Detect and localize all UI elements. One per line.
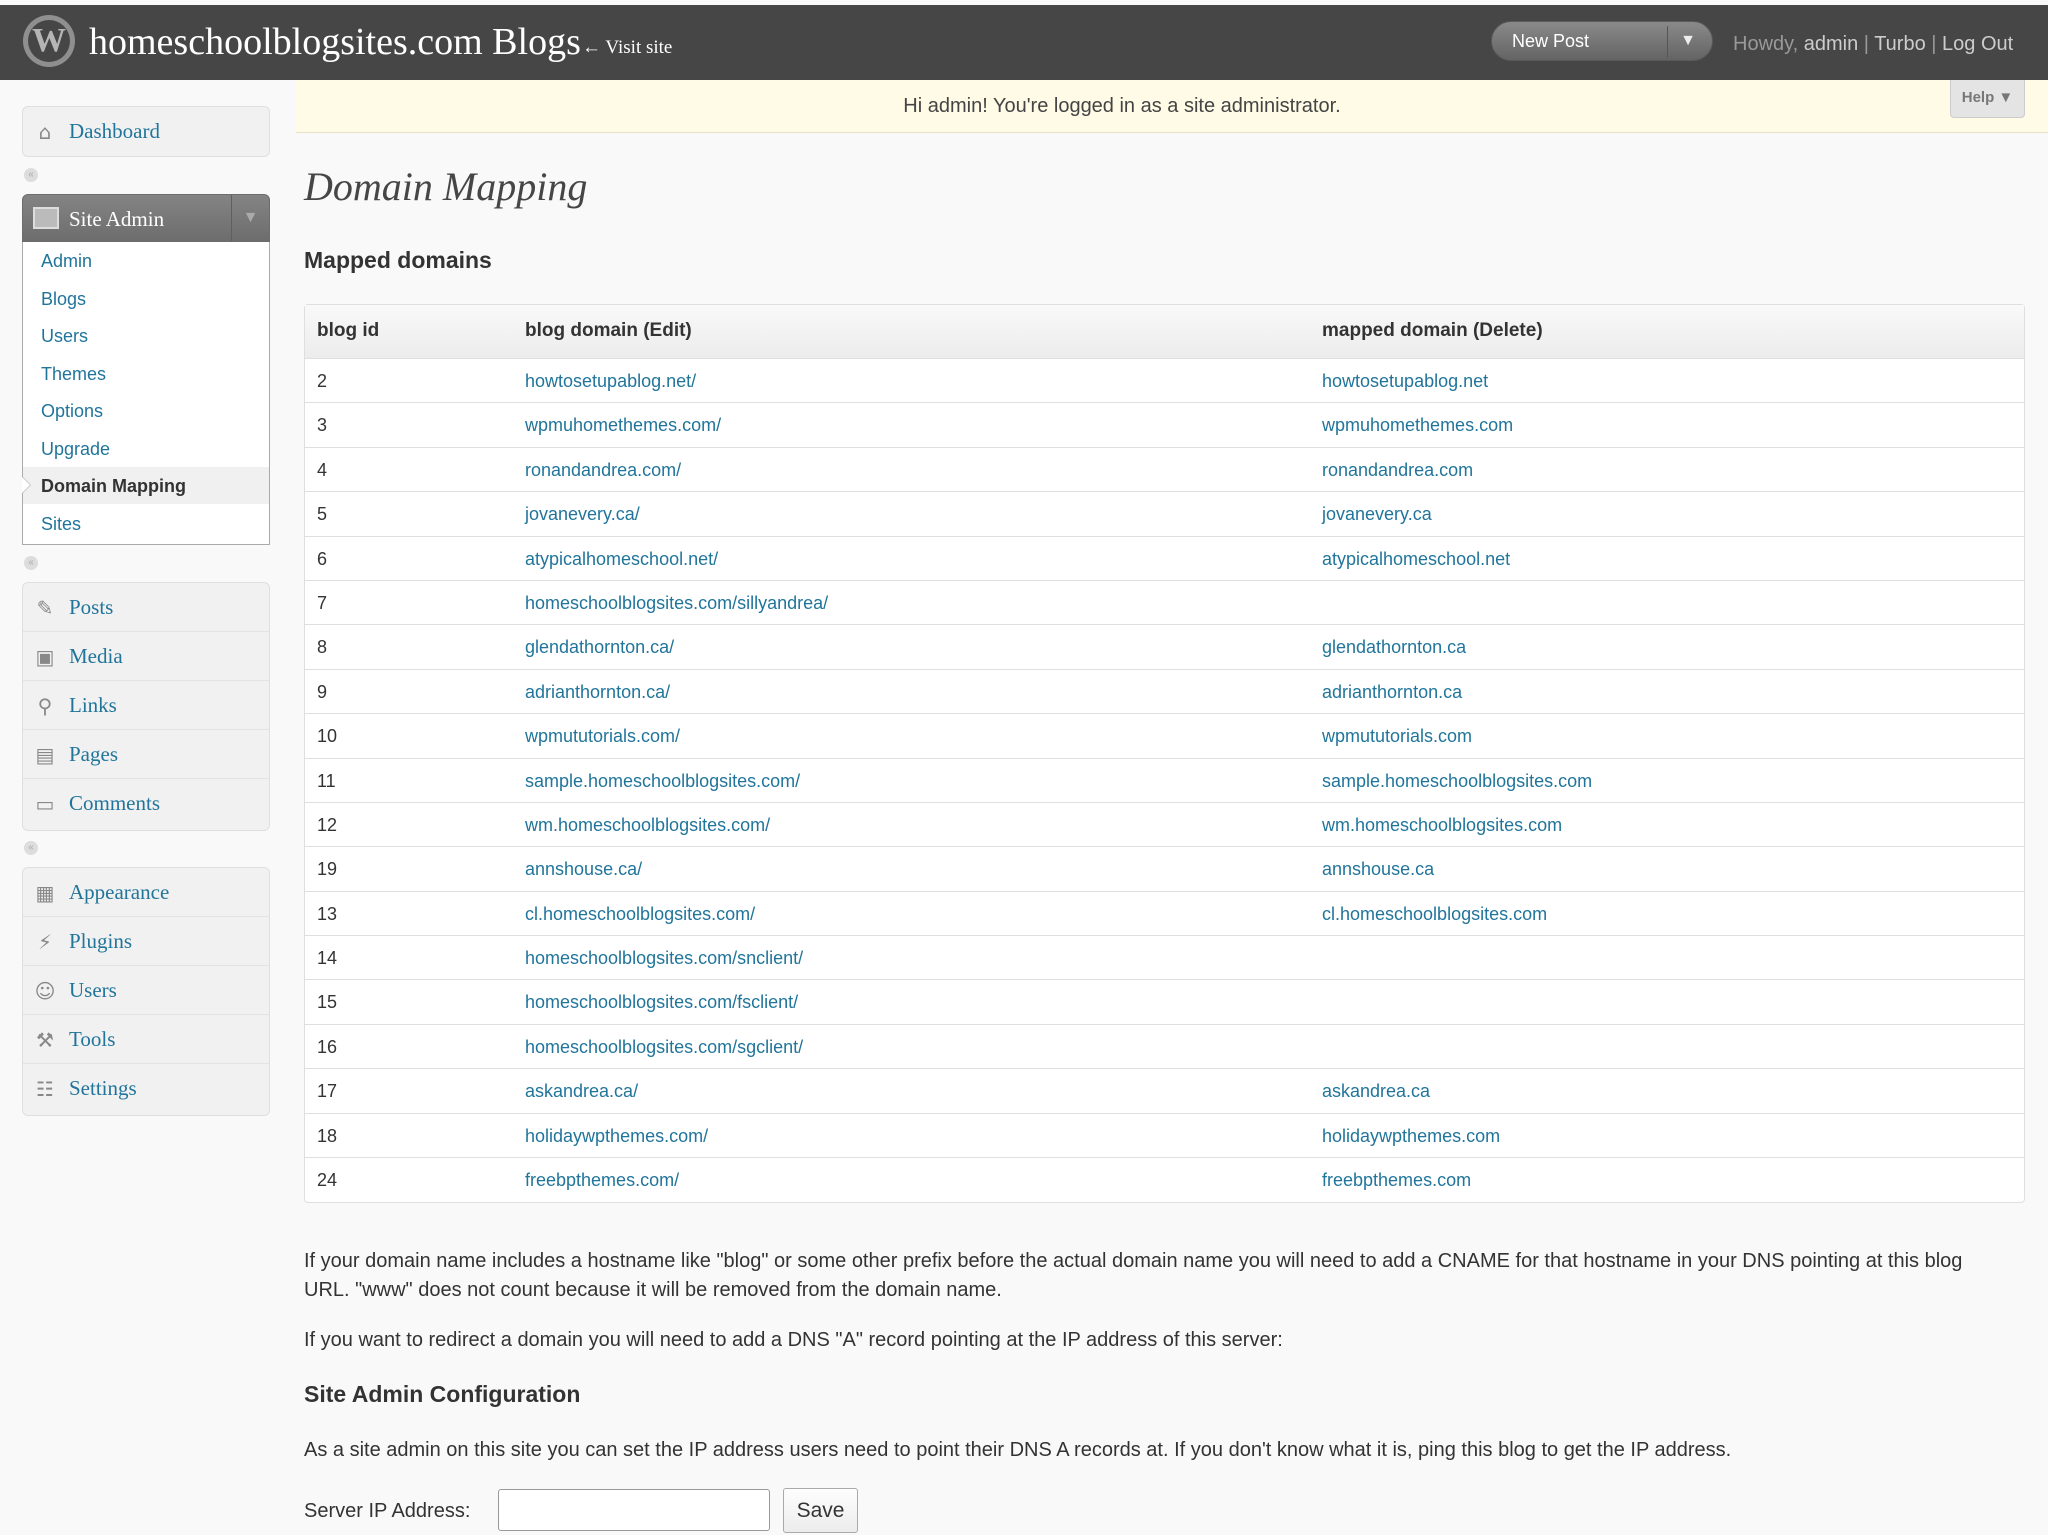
table-row [305, 1158, 2024, 1202]
blog-id-cell: 2 [317, 371, 328, 391]
mapped-domain-link[interactable]: atypicalhomeschool.net [1322, 548, 1511, 569]
submenu-item-admin[interactable] [23, 242, 269, 279]
sidebar-item-label: Media [69, 644, 123, 668]
profile-link[interactable]: admin [1803, 33, 1859, 55]
sidebar-item-site-admin[interactable] [22, 194, 270, 242]
table-row [305, 936, 2024, 980]
config-note: As a site admin on this site you can set the IP address users need to point their DNS A records at. If you don't know what it is, ping this blog to get the IP address. [304, 1439, 1732, 1461]
blog-domain-link[interactable]: annshouse.ca/ [525, 859, 643, 880]
table-row [305, 537, 2024, 581]
submenu-label: Upgrade [41, 438, 111, 459]
blog-id-cell: 12 [317, 814, 338, 835]
submenu-label: Users [41, 326, 89, 346]
comment-icon: ▭ [35, 792, 55, 816]
blog-id-cell: 14 [317, 948, 338, 969]
table-body [305, 359, 2024, 1202]
user-links [1733, 33, 2013, 56]
blog-id-cell: 7 [317, 592, 328, 613]
table-row [305, 1069, 2024, 1113]
submenu-label: Sites [41, 513, 82, 534]
table-row [305, 359, 2024, 403]
blog-domain-link[interactable]: wpmututorials.com/ [525, 726, 681, 747]
users-icon: ☺ [34, 979, 56, 1003]
mapped-domain-link[interactable]: glendathornton.ca [1322, 637, 1467, 658]
blog-domain-link[interactable]: wpmuhomethemes.com/ [525, 415, 722, 436]
sidebar-item-label: Posts [69, 595, 114, 619]
help-tab-button[interactable]: Help ▼ [1950, 80, 2025, 118]
blog-id-cell: 8 [317, 637, 328, 658]
sidebar-group-content [22, 582, 270, 831]
blog-id-cell: 13 [317, 903, 338, 924]
collapse-arrow-icon[interactable]: « [24, 168, 38, 182]
blog-domain-link[interactable]: sample.homeschoolblogsites.com/ [525, 770, 801, 791]
blog-id-cell: 5 [317, 504, 328, 525]
sidebar-item-tools[interactable] [23, 1015, 269, 1064]
collapse-arrow-icon[interactable]: « [24, 841, 38, 855]
mapped-domain-link[interactable]: sample.homeschoolblogsites.com [1322, 770, 1593, 791]
tools-icon: ⚒ [36, 1028, 54, 1052]
blog-id-cell: 10 [317, 726, 338, 747]
cname-note: If your domain name includes a hostname like "blog" or some other prefix before the actual domain name you will need to add a CNAME for that hostname in your DNS pointing at this blog URL. "www" does not count because it will be removed from the domain name. [304, 1250, 1963, 1301]
blog-domain-link[interactable]: jovanevery.ca/ [525, 504, 640, 525]
plugin-icon: ⚡ [37, 930, 53, 954]
new-post-button[interactable] [1491, 21, 1713, 61]
blog-domain-link[interactable]: askandrea.ca/ [525, 1081, 639, 1102]
sidebar-item-posts[interactable] [23, 583, 269, 632]
visit-site-link[interactable]: ← Visit site [582, 37, 673, 58]
sidebar-group-settings [22, 867, 270, 1116]
blog-domain-link[interactable]: adrianthornton.ca/ [525, 681, 671, 702]
sidebar-item-label: Links [69, 693, 117, 717]
blog-domain-link[interactable]: ronandandrea.com/ [525, 459, 682, 480]
divider [1667, 26, 1668, 58]
sidebar-item-label: Comments [69, 791, 161, 815]
pages-icon: ▤ [35, 743, 55, 767]
notice-text: Hi admin! You're logged in as a site administrator. [903, 95, 1341, 117]
table-row [305, 714, 2024, 758]
submenu-item-themes[interactable] [23, 355, 269, 392]
blog-domain-link[interactable]: holidaywpthemes.com/ [525, 1125, 709, 1146]
submenu-item-users[interactable] [23, 317, 269, 354]
current-caret-icon [22, 477, 30, 493]
site-admin-submenu [22, 242, 270, 545]
mapped-domain-link[interactable]: cl.homeschoolblogsites.com [1322, 903, 1548, 924]
howdy-text: Howdy, [1733, 33, 1804, 55]
blog-domain-link[interactable]: homeschoolblogsites.com/sgclient/ [525, 1036, 804, 1057]
mapped-domain-link[interactable]: freebpthemes.com [1322, 1170, 1472, 1191]
mapped-domains-heading: Mapped domains [304, 247, 492, 273]
chevron-down-icon[interactable]: ▼ [231, 195, 269, 241]
blog-domain-link[interactable]: wm.homeschoolblogsites.com/ [525, 814, 771, 835]
blog-id-cell: 17 [317, 1081, 338, 1102]
submenu-item-options[interactable] [23, 392, 269, 429]
table-row [305, 670, 2024, 714]
blog-domain-link[interactable]: homeschoolblogsites.com/sillyandrea/ [525, 592, 829, 613]
table-row [305, 1025, 2024, 1069]
mapped-domains-table [304, 304, 2025, 1203]
sidebar-item-label: Tools [69, 1027, 116, 1051]
mapped-domain-link[interactable]: askandrea.ca [1322, 1081, 1431, 1102]
blog-id-cell: 11 [317, 770, 336, 791]
mapped-domain-link[interactable]: wpmuhomethemes.com [1322, 415, 1514, 436]
submenu-label: Themes [41, 363, 107, 384]
sidebar-item-label: Users [69, 978, 117, 1002]
media-icon: ▣ [35, 645, 55, 669]
site-admin-icon [33, 207, 59, 229]
table-row [305, 581, 2024, 625]
table-row [305, 1114, 2024, 1158]
blog-domain-link[interactable]: atypicalhomeschool.net/ [525, 548, 719, 569]
table-row [305, 492, 2024, 536]
sidebar-item-comments[interactable] [23, 779, 269, 828]
sidebar-item-dashboard[interactable] [23, 107, 269, 156]
sidebar-item-plugins[interactable] [23, 917, 269, 966]
table-row [305, 892, 2024, 936]
separator: | [1858, 33, 1875, 55]
mapped-domain-link[interactable]: wpmututorials.com [1322, 726, 1473, 747]
turbo-link[interactable]: Turbo [1874, 33, 1926, 55]
blog-id-cell: 24 [317, 1170, 338, 1191]
admin-header [0, 5, 2048, 80]
sidebar-item-appearance[interactable] [23, 868, 269, 917]
submenu-item-upgrade[interactable] [23, 430, 269, 467]
table-header [305, 305, 2024, 359]
blog-domain-link[interactable]: howtosetupablog.net/ [525, 371, 697, 391]
sidebar-item-settings[interactable] [23, 1064, 269, 1113]
mapped-domain-link[interactable]: adrianthornton.ca [1322, 681, 1463, 702]
blog-id-cell: 16 [317, 1036, 338, 1057]
link-icon: ⚲ [37, 694, 53, 718]
sidebar-item-links[interactable] [23, 681, 269, 730]
save-button[interactable]: Save [783, 1488, 858, 1533]
new-post-label: New Post [1512, 31, 1590, 51]
blog-id-cell: 6 [317, 548, 328, 569]
blog-domain-link[interactable]: freebpthemes.com/ [525, 1170, 680, 1191]
submenu-label: Options [41, 401, 104, 421]
col-header-blog-id: blog id [317, 320, 380, 341]
blog-domain-link[interactable]: homeschoolblogsites.com/snclient/ [525, 948, 804, 969]
separator: | [1925, 33, 1943, 55]
submenu-label: Admin [41, 251, 93, 271]
sidebar-item-pages[interactable] [23, 730, 269, 779]
server-ip-input[interactable] [498, 1489, 770, 1531]
site-title[interactable]: homeschoolblogsites.com Blogs [89, 21, 581, 63]
logo-letter: W [28, 20, 70, 62]
sidebar-item-label: Appearance [69, 880, 170, 904]
sidebar-item-label: Site Admin [69, 207, 165, 231]
logout-link[interactable]: Log Out [1942, 33, 2014, 55]
blog-id-cell: 4 [317, 459, 328, 480]
submenu-item-blogs[interactable] [23, 280, 269, 317]
server-ip-label: Server IP Address: [304, 1500, 471, 1522]
sidebar-group-dashboard [22, 106, 270, 157]
table-row [305, 448, 2024, 492]
blog-id-cell: 18 [317, 1125, 338, 1146]
sidebar-item-label: Dashboard [69, 119, 160, 143]
table-row [305, 625, 2024, 669]
sidebar-item-label: Plugins [69, 929, 133, 953]
sidebar-item-media[interactable] [23, 632, 269, 681]
table-row [305, 980, 2024, 1024]
admin-notice [296, 80, 2048, 133]
submenu-label: Blogs [41, 288, 87, 309]
mapped-domain-link[interactable]: wm.homeschoolblogsites.com [1322, 814, 1563, 835]
mapped-domain-link[interactable]: holidaywpthemes.com [1322, 1125, 1501, 1146]
submenu-item-domain-mapping[interactable] [23, 467, 269, 504]
chevron-down-icon[interactable]: ▼ [1680, 32, 1696, 49]
col-header-mapped-domain[interactable]: mapped domain (Delete) [1322, 320, 1543, 341]
sidebar-item-label: Pages [69, 742, 118, 766]
home-icon: ⌂ [38, 120, 52, 144]
mapped-domain-link[interactable]: jovanevery.ca [1322, 504, 1432, 525]
settings-icon: ☷ [36, 1077, 54, 1101]
submenu-label: Domain Mapping [41, 476, 186, 496]
table-row [305, 403, 2024, 447]
collapse-arrow-icon[interactable]: « [24, 556, 38, 570]
a-record-note: If you want to redirect a domain you will need to add a DNS "A" record pointing at the IP address of this server: [304, 1329, 1283, 1351]
table-row [305, 803, 2024, 847]
blog-id-cell: 19 [317, 859, 338, 880]
pin-icon: ✎ [36, 596, 54, 620]
mapped-domain-link[interactable]: ronandandrea.com [1322, 459, 1474, 480]
wordpress-logo-icon[interactable] [23, 15, 75, 67]
appearance-icon: ▦ [35, 881, 55, 905]
blog-id-cell: 9 [317, 681, 328, 702]
blog-domain-link[interactable]: glendathornton.ca/ [525, 637, 675, 658]
submenu-item-sites[interactable] [23, 505, 269, 542]
blog-domain-link[interactable]: homeschoolblogsites.com/fsclient/ [525, 992, 799, 1013]
sidebar-item-label: Settings [69, 1076, 137, 1100]
table-row [305, 847, 2024, 891]
blog-domain-link[interactable]: cl.homeschoolblogsites.com/ [525, 903, 756, 924]
col-header-blog-domain[interactable]: blog domain (Edit) [525, 320, 692, 341]
mapped-domain-link[interactable]: annshouse.ca [1322, 859, 1435, 880]
blog-id-cell: 3 [317, 415, 328, 436]
config-heading: Site Admin Configuration [304, 1381, 581, 1407]
page-title: Domain Mapping [304, 164, 588, 209]
sidebar-item-users[interactable] [23, 966, 269, 1015]
mapped-domain-link[interactable]: howtosetupablog.net [1322, 371, 1489, 391]
blog-id-cell: 15 [317, 992, 338, 1013]
table-row [305, 759, 2024, 803]
